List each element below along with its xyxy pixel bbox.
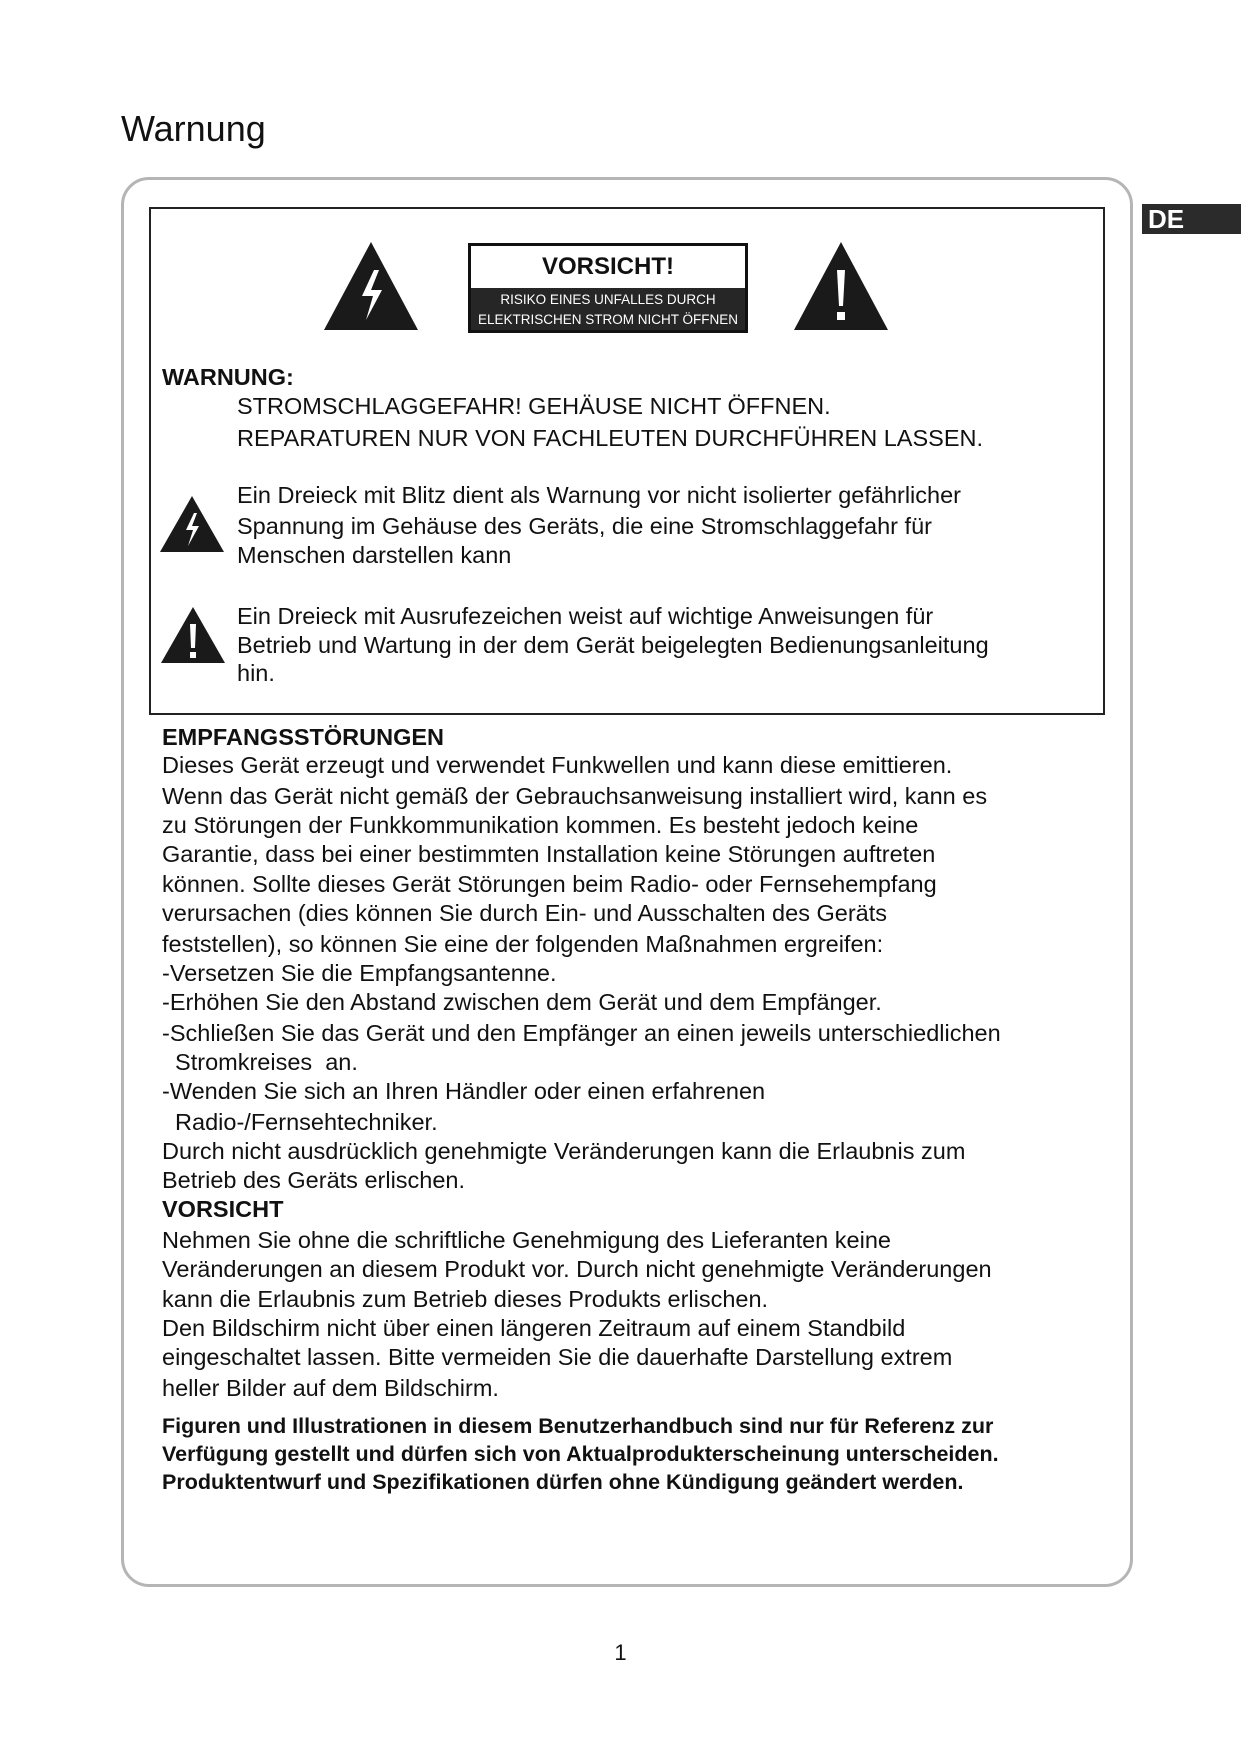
caution-line: Veränderungen an diesem Produkt vor. Durch nicht genehmigte Veränderungen	[162, 1256, 992, 1282]
page-number: 1	[614, 1640, 627, 1665]
lightning-warning-icon	[322, 240, 420, 332]
interference-line: -Wenden Sie sich an Ihren Händler oder einen erfahrenen	[162, 1078, 766, 1104]
interference-line: Dieses Gerät erzeugt und verwendet Funkwellen und kann diese emittieren.	[162, 752, 953, 778]
caution-label-line: RISIKO EINES UNFALLES DURCH	[500, 292, 716, 307]
interference-line: Stromkreises an.	[162, 1049, 358, 1075]
caution-line: Nehmen Sie ohne die schriftliche Genehmigung des Lieferanten keine	[162, 1227, 891, 1253]
lightning-description-line: Menschen darstellen kann	[237, 542, 512, 568]
caution-line: kann die Erlaubnis zum Betrieb dieses Produkts erlischen.	[162, 1286, 769, 1312]
caution-line: eingeschaltet lassen. Bitte vermeiden Sie die dauerhafte Darstellung extrem	[162, 1344, 953, 1370]
interference-line: Garantie, dass bei einer bestimmten Installation keine Störungen auftreten	[162, 841, 936, 867]
warning-heading: WARNUNG:	[162, 364, 294, 390]
language-tab: DE	[1142, 204, 1241, 234]
exclamation-description-line: Ein Dreieck mit Ausrufezeichen weist auf wichtige Anweisungen für	[237, 603, 934, 629]
caution-heading: VORSICHT	[162, 1196, 284, 1222]
interference-line: -Schließen Sie das Gerät und den Empfänger an einen jeweils unterschiedlichen	[162, 1020, 1001, 1046]
interference-line: zu Störungen der Funkkommunikation kommen. Es besteht jedoch keine	[162, 812, 919, 838]
page-title: Warnung	[121, 108, 266, 149]
warning-line: REPARATUREN NUR VON FACHLEUTEN DURCHFÜHREN LASSEN.	[237, 425, 983, 451]
interference-line: können. Sollte dieses Gerät Störungen beim Radio- oder Fernsehempfang	[162, 871, 937, 897]
disclaimer-line: Verfügung gestellt und dürfen sich von Aktualprodukterscheinung unterscheiden.	[162, 1442, 999, 1466]
caution-line: heller Bilder auf dem Bildschirm.	[162, 1375, 499, 1401]
interference-line: Betrieb des Geräts erlischen.	[162, 1167, 466, 1193]
warning-line: STROMSCHLAGGEFAHR! GEHÄUSE NICHT ÖFFNEN.	[237, 393, 831, 419]
exclamation-description-line: hin.	[237, 660, 275, 686]
caution-label-line: ELEKTRISCHEN STROM NICHT ÖFFNEN	[477, 312, 739, 327]
disclaimer-line: Figuren und Illustrationen in diesem Benutzerhandbuch sind nur für Referenz zur	[162, 1414, 994, 1438]
caution-label-subtitle	[471, 288, 745, 330]
interference-line: Radio-/Fernsehtechniker.	[162, 1109, 438, 1135]
lightning-description-line: Ein Dreieck mit Blitz dient als Warnung vor nicht isolierter gefährlicher	[237, 482, 961, 508]
caution-label	[468, 243, 748, 333]
exclamation-warning-icon	[792, 240, 890, 332]
lightning-description-line: Spannung im Gehäuse des Geräts, die eine Stromschlaggefahr für	[237, 513, 932, 539]
interference-heading: EMPFANGSSTÖRUNGEN	[162, 724, 445, 750]
interference-line: -Versetzen Sie die Empfangsantenne.	[162, 960, 557, 986]
caution-label-title: VORSICHT!	[542, 253, 674, 280]
interference-line: feststellen), so können Sie eine der folgenden Maßnahmen ergreifen:	[162, 931, 884, 957]
lightning-warning-icon	[159, 495, 225, 553]
caution-line: Den Bildschirm nicht über einen längeren Zeitraum auf einem Standbild	[162, 1315, 906, 1341]
exclamation-warning-icon	[160, 606, 226, 664]
interference-line: -Erhöhen Sie den Abstand zwischen dem Gerät und dem Empfänger.	[162, 989, 882, 1015]
interference-line: verursachen (dies können Sie durch Ein- und Ausschalten des Geräts	[162, 900, 888, 926]
disclaimer-line: Produktentwurf und Spezifikationen dürfen ohne Kündigung geändert werden.	[162, 1470, 964, 1494]
interference-line: Wenn das Gerät nicht gemäß der Gebrauchsanweisung installiert wird, kann es	[162, 783, 988, 809]
interference-line: Durch nicht ausdrücklich genehmigte Veränderungen kann die Erlaubnis zum	[162, 1138, 966, 1164]
exclamation-description-line: Betrieb und Wartung in der dem Gerät beigelegten Bedienungsanleitung	[237, 632, 989, 658]
